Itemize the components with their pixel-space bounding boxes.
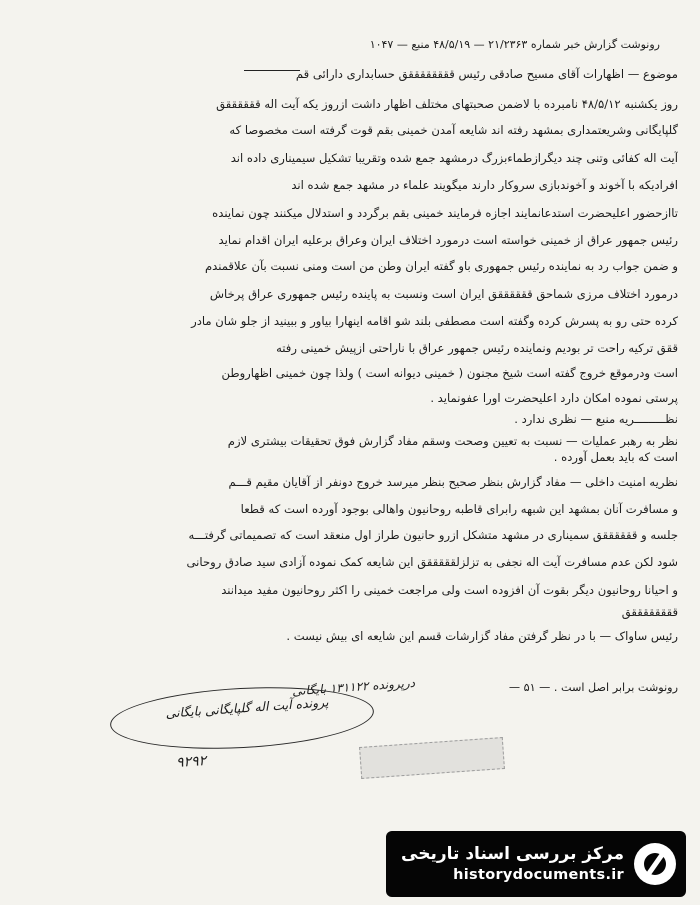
body-line: روز یکشنبه ۴۸/۵/۱۲ نامبرده با لاضمن صحبتهای مختلف اظهار داشت ازروز یکه آیت اله ققققققق: [216, 97, 678, 111]
watermark-text: [401, 843, 624, 885]
security-opinion-line: و مسافرت آنان بمشهد این شبهه رابرای قاطبه روحانیون واهالی بوجود آورده است که قطعا: [240, 502, 678, 516]
body-line: تاازحضور اعلیحضرت استدعانمایند اجازه فرمایند خمینی بقم برگردد و استدلال میکنند چون نماینده: [212, 206, 678, 220]
source-opinion-line: نظـــــــــریه منبع — نظری ندارد .: [514, 412, 678, 426]
body-line: کرده حتی رو به پسرش کرده وگفته است مصطفی بلند شو اقامه اینهارا بیاور و ببینید از جلو شان مادر: [191, 314, 678, 328]
security-opinion-line: و احیانا روحانیون دیگر بقوت آن افزوده است ولی مراجعت خمینی را اکثر روحانیون مفید میدانند: [221, 583, 678, 597]
security-opinion-line: نظریه امنیت داخلی — مفاد گزارش بنظر صحیح بنظر میرسد خروج دونفر از آقایان مقیم قـــم: [228, 475, 678, 489]
handwritten-number: ۹۲۹۲: [175, 752, 207, 772]
body-line: و ضمن جواب رد به نماینده رئیس جمهوری باو گفته ایران وطن من است ومنی نسبت بآن علاقمندم: [204, 259, 678, 273]
ops-comment-line: نظر به رهبر عملیات — نسبت به تعیین وصحت وسقم مفاد گزارش فوق تحقیقات بیشتری لازم: [227, 434, 678, 448]
body-line: است ودرموقع خروج گفته است شیخ مجنون ( خمینی دیوانه است ) ولذا چون خمینی اظهاروطن: [221, 366, 678, 380]
watermark-title: مرکز بررسی اسناد تاریخی: [401, 844, 624, 864]
body-line: ققق ترکیه راحت تر بودیم ونماینده رئیس جمهور عراق با ناراحتی ازپیش خمینی رفته: [276, 341, 678, 355]
body-line: آیت اله کفائی وتنی چند دیگرازطماءبزرگ درمشهد جمع شده وتقریبا تشکیل سیمیناری داده اند: [230, 151, 678, 165]
body-line: پرستی نموده امکان دارد اعلیحضرت اورا عفونماید .: [430, 391, 678, 405]
watermark-url: historydocuments.ir: [453, 867, 624, 883]
body-line: گلپایگانی وشریعتمداری بمشهد رفته اند شایعه آمدن خمینی بقم قوت گرفته است مخصوصا که: [229, 123, 678, 137]
hdc-logo-icon: [634, 843, 676, 885]
archive-watermark: [386, 831, 686, 897]
security-opinion-line: جلسه و ققققققق سمیناری در مشهد متشکل ازرو حانیون طراز اول منعقد است که تصمیماتی گرفتـــه: [188, 528, 678, 542]
ops-comment-line: است که باید بعمل آورده .: [553, 450, 678, 464]
copy-certified-line: رونوشت برابر اصل است . — ۵۱ —: [508, 681, 678, 694]
security-opinion-line: شود لکن عدم مسافرت آیت اله نجفی به تزلزلقققققق این شایعه کمک نموده آزادی سید صادق روحانی: [186, 555, 678, 569]
report-reference-line: رونوشت گزارش خبر شماره ۲۱/۲۳۶۳ — ۴۸/۵/۱۹ منبع — ۱۰۴۷: [369, 38, 660, 51]
savak-chief-line: رئیس ساواک — با در نظر گرفتن مفاد گزارشات قسم این شایعه ای بیش نیست .: [286, 629, 678, 643]
faded-stamp: [359, 737, 505, 779]
body-line: افرادیکه با آخوند و آخوندبازی سروکار دارند میگویند علماء در مشهد جمع شده اند: [291, 178, 678, 192]
security-opinion-line: ققققققققق: [621, 605, 678, 619]
body-line: درمورد اختلاف مرزی شماحق ققققققق ایران است ونسبت به پاینده رئیس جمهوری عراق پرخاش: [209, 287, 678, 301]
body-line: موضوع — اظهارات آقای مسیح صادقی رئیس ققققققققق حسابداری دارائی قم: [295, 67, 678, 81]
body-line: رئیس جمهور عراق از خمینی خواسته است درمورد اختلاف ایران وعراق برعلیه ایران اقدام نماید: [218, 233, 678, 247]
handwritten-signature: پرونده آیت اله گلپایگانی بایگانی: [165, 694, 329, 721]
handwritten-date-note: درپرونده ۱۳۱۱۲۲ بایگانی: [291, 675, 416, 699]
